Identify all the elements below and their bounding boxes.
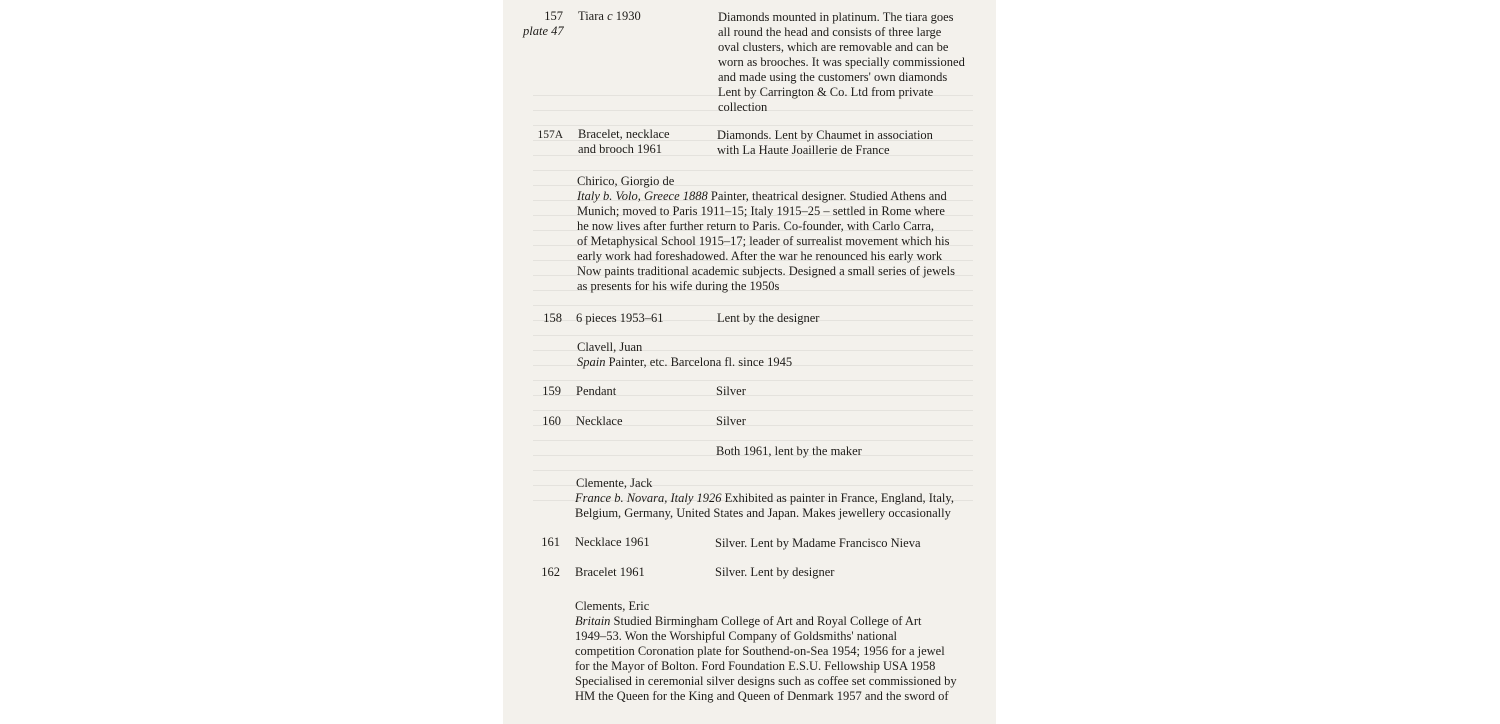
bio-line: early work had foreshadowed. After the war he renounced his early work [577, 249, 943, 263]
entry-number: 158 [543, 311, 562, 325]
bio-line: Painter, theatrical designer. Studied Athens and [707, 189, 947, 203]
desc-line: Lent by Carrington & Co. Ltd from private [718, 85, 934, 99]
bio-line: HM the Queen for the King and Queen of Denmark 1957 and the sword of [575, 689, 949, 703]
desc-line: with La Haute Joaillerie de France [717, 143, 890, 157]
bio-line: as presents for his wife during the 1950s [577, 279, 780, 293]
bio-line: Specialised in ceremonial silver designs such as coffee set commissioned by [575, 674, 957, 688]
bio-line: Now paints traditional academic subjects. Designed a small series of jewels [577, 264, 956, 278]
designer-name: Clemente, Jack [576, 476, 653, 490]
entry-title: Necklace [576, 414, 623, 428]
entry-number: 162 [541, 565, 560, 579]
desc-line: collection [718, 100, 768, 114]
bio-line: he now lives after further return to Paris. Co-founder, with Carlo Carra, [577, 219, 935, 233]
entry-number: 161 [541, 535, 560, 549]
desc-line: Diamonds. Lent by Chaumet in association [717, 128, 933, 142]
bio-line: 1949–53. Won the Worshipful Company of Goldsmiths' national [575, 629, 897, 643]
desc-line: Diamonds mounted in platinum. The tiara goes [718, 10, 954, 24]
bio-line: Painter, etc. Barcelona fl. since 1945 [605, 355, 793, 369]
entry-description: Silver. Lent by designer [715, 565, 835, 579]
designer-bio [575, 614, 957, 704]
bio-line: Exhibited as painter in France, England, Italy, [721, 491, 954, 505]
circa-mark: c [607, 9, 613, 23]
entry-title: Bracelet 1961 [575, 565, 645, 579]
bio-line: Belgium, Germany, United States and Japan. Makes jewellery occasionally [575, 506, 951, 520]
designer-origin: Italy b. Volo, Greece 1888 [577, 189, 708, 203]
bio-line: for the Mayor of Bolton. Ford Foundation E.S.U. Fellowship USA 1958 [575, 659, 936, 673]
entry-title: 6 pieces 1953–61 [576, 311, 664, 325]
entry-number: 160 [542, 414, 561, 428]
designer-bio [577, 189, 955, 294]
desc-line: all round the head and consists of three large [718, 25, 942, 39]
bio-line: of Metaphysical School 1915–17; leader of surrealist movement which his [577, 234, 950, 248]
designer-name: Clements, Eric [575, 599, 650, 613]
bio-line: Studied Birmingham College of Art and Royal College of Art [610, 614, 922, 628]
entry-title [578, 9, 641, 24]
designer-origin: Britain [575, 614, 611, 628]
entry-number: 159 [542, 384, 561, 398]
entry-description [718, 10, 965, 115]
title-text: Tiara [578, 9, 608, 23]
title-year: 1930 [612, 9, 641, 23]
designer-name: Clavell, Juan [577, 340, 643, 354]
entry-title [578, 127, 670, 157]
entry-description: Silver [716, 414, 746, 428]
entry-description: Silver. Lent by Madame Francisco Nieva [715, 536, 921, 550]
bio-line: competition Coronation plate for Southend-on-Sea 1954; 1956 for a jewel [575, 644, 945, 658]
entries-note: Both 1961, lent by the maker [716, 444, 862, 458]
entry-title: Pendant [576, 384, 617, 398]
title-line: and brooch 1961 [578, 142, 663, 156]
designer-origin: Spain [577, 355, 606, 369]
entry-description: Silver [716, 384, 746, 398]
designer-origin: France b. Novara, Italy 1926 [575, 491, 722, 505]
designer-name: Chirico, Giorgio de [577, 174, 675, 188]
desc-line: and made using the customers' own diamonds [718, 70, 948, 84]
title-line: Bracelet, necklace [578, 127, 670, 141]
designer-bio [577, 355, 792, 370]
desc-line: worn as brooches. It was specially commissioned [718, 55, 965, 69]
desc-line: oval clusters, which are removable and can be [718, 40, 949, 54]
entry-description: Lent by the designer [717, 311, 820, 325]
bio-line: Munich; moved to Paris 1911–15; Italy 1915–25 – settled in Rome where [577, 204, 945, 218]
entry-number: 157A [537, 129, 563, 141]
catalogue-page [503, 0, 996, 724]
entry-number: 157 [544, 9, 563, 23]
plate-reference: plate 47 [523, 24, 564, 38]
entry-title: Necklace 1961 [575, 535, 650, 549]
entry-description [717, 128, 933, 158]
designer-bio [575, 491, 954, 521]
